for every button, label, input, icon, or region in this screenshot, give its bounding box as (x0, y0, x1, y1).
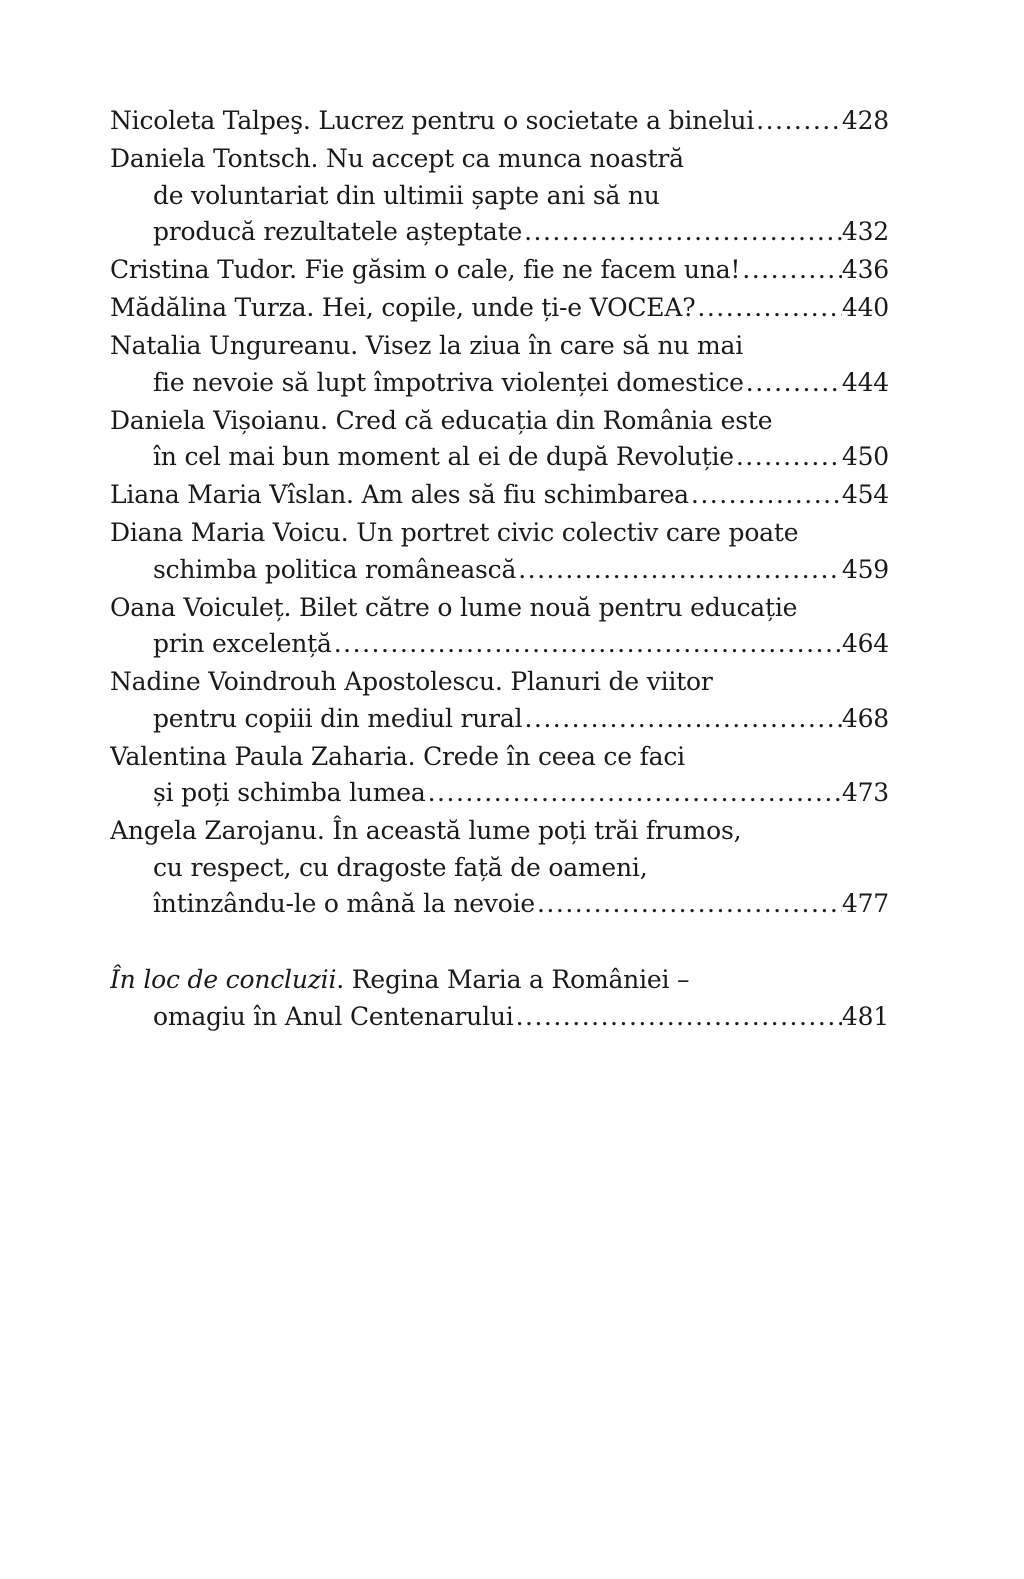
toc-entry-last-line (110, 701, 889, 738)
page-number: 477 (841, 889, 889, 918)
toc-entry-title-continued: de voluntariat din ultimii șapte ani să nu (153, 180, 660, 210)
toc-entry-title: Cristina Tudor. Fie găsim o cale, fie ne facem una! (110, 255, 741, 284)
toc-entry-title-continued: în cel mai bun moment al ei de după Revoluție (153, 442, 734, 471)
page-number: 473 (841, 778, 889, 807)
toc-entry-title-continued: cu respect, cu dragoste față de oameni, (153, 852, 648, 882)
toc-entry (110, 328, 889, 401)
dot-leader (516, 552, 842, 589)
toc-entry (110, 515, 889, 588)
toc-entry-title: Oana Voiculeț. Bilet către o lume nouă pentru educație (110, 592, 798, 622)
toc-entry-title-continued: pentru copiii din mediul rural (153, 703, 523, 733)
section-gap (110, 924, 889, 962)
toc-entry (110, 477, 889, 514)
toc-entry (110, 664, 889, 737)
dot-leader (522, 701, 841, 738)
page-number: 459 (841, 554, 889, 584)
dot-leader (332, 626, 842, 663)
toc-entry-title-continued: omagiu în Anul Centenarului (153, 1001, 514, 1031)
toc-entry-title: Valentina Paula Zaharia. Crede în ceea ce faci (110, 741, 685, 771)
toc-entry-title: Diana Maria Voicu. Un portret civic colectiv care poate (110, 518, 799, 547)
toc-entry (110, 813, 889, 923)
toc-entry (110, 590, 889, 663)
toc-entry (110, 290, 889, 327)
toc-entry-conclusion (110, 962, 889, 1035)
toc-entry-last-line (110, 252, 889, 289)
page-number: 436 (841, 255, 889, 284)
toc-entry-title: Liana Maria Vîslan. Am ales să fiu schimbarea (110, 480, 689, 509)
toc-entry-title-continued: întinzându-le o mână la nevoie (153, 889, 535, 918)
dot-leader (535, 886, 842, 923)
dot-leader (740, 252, 842, 289)
toc-entry-title-continued: și poți schimba lumea (153, 778, 426, 807)
table-of-contents (110, 103, 889, 1037)
heading-rest: . Regina Maria a României – (336, 965, 690, 994)
toc-entry-title: Daniela Tontsch. Nu accept ca munca noastră (110, 144, 684, 173)
toc-entry-last-line (110, 439, 889, 476)
page-number: 440 (841, 293, 889, 322)
page-number: 432 (841, 217, 889, 246)
dot-leader (734, 439, 842, 476)
italic-heading: În loc de concluzii (110, 965, 337, 994)
dot-leader (426, 775, 842, 812)
page-number: 481 (841, 1001, 889, 1031)
toc-entry-title: Nadine Voindrouh Apostolescu. Planuri de viitor (110, 667, 713, 696)
page-number: 468 (841, 703, 889, 733)
dot-leader (695, 290, 841, 327)
toc-entry-title: Daniela Vișoianu. Cred că educația din România este (110, 405, 773, 435)
toc-entry-last-line (110, 626, 889, 663)
toc-entry-last-line (110, 477, 889, 514)
toc-entry-title: Angela Zarojanu. În această lume poți trăi frumos, (110, 816, 742, 845)
toc-entry-last-line (110, 103, 889, 140)
dot-leader (744, 365, 842, 402)
dot-leader (522, 214, 842, 251)
page-number: 454 (841, 480, 889, 509)
toc-entry (110, 739, 889, 812)
toc-entry (110, 252, 889, 289)
toc-entry (110, 403, 889, 476)
toc-entry-last-line (110, 886, 889, 923)
toc-entry-title: Mădălina Turza. Hei, copile, unde ți-e VOCEA? (110, 293, 696, 322)
toc-entry-last-line (110, 552, 889, 589)
toc-entry-last-line (110, 290, 889, 327)
toc-entry-last-line (110, 214, 889, 251)
toc-entry-title: Nicoleta Talpeş. Lucrez pentru o societate a binelui (110, 106, 755, 135)
toc-entry-title-continued: schimba politica românească (153, 554, 517, 584)
toc-entry-title: Natalia Ungureanu. Visez la ziua în care să nu mai (110, 331, 743, 360)
toc-entry-last-line (110, 365, 889, 402)
dot-leader (754, 103, 842, 140)
toc-entry-title (110, 962, 889, 999)
dot-leader (514, 999, 842, 1036)
page-number: 444 (841, 367, 889, 397)
page-number: 428 (841, 106, 889, 135)
toc-entry-title-continued: fie nevoie să lupt împotriva violenței domestice (153, 367, 744, 397)
toc-entry-title-continued: producă rezultatele așteptate (153, 217, 523, 246)
toc-entry-last-line (110, 775, 889, 812)
dot-leader (689, 477, 842, 514)
toc-entry-last-line (110, 999, 889, 1036)
toc-entry-title-continued: prin excelență (153, 629, 332, 658)
page-number: 450 (841, 442, 889, 471)
toc-entry (110, 103, 889, 140)
page-number: 464 (841, 629, 889, 658)
toc-entry (110, 141, 889, 251)
